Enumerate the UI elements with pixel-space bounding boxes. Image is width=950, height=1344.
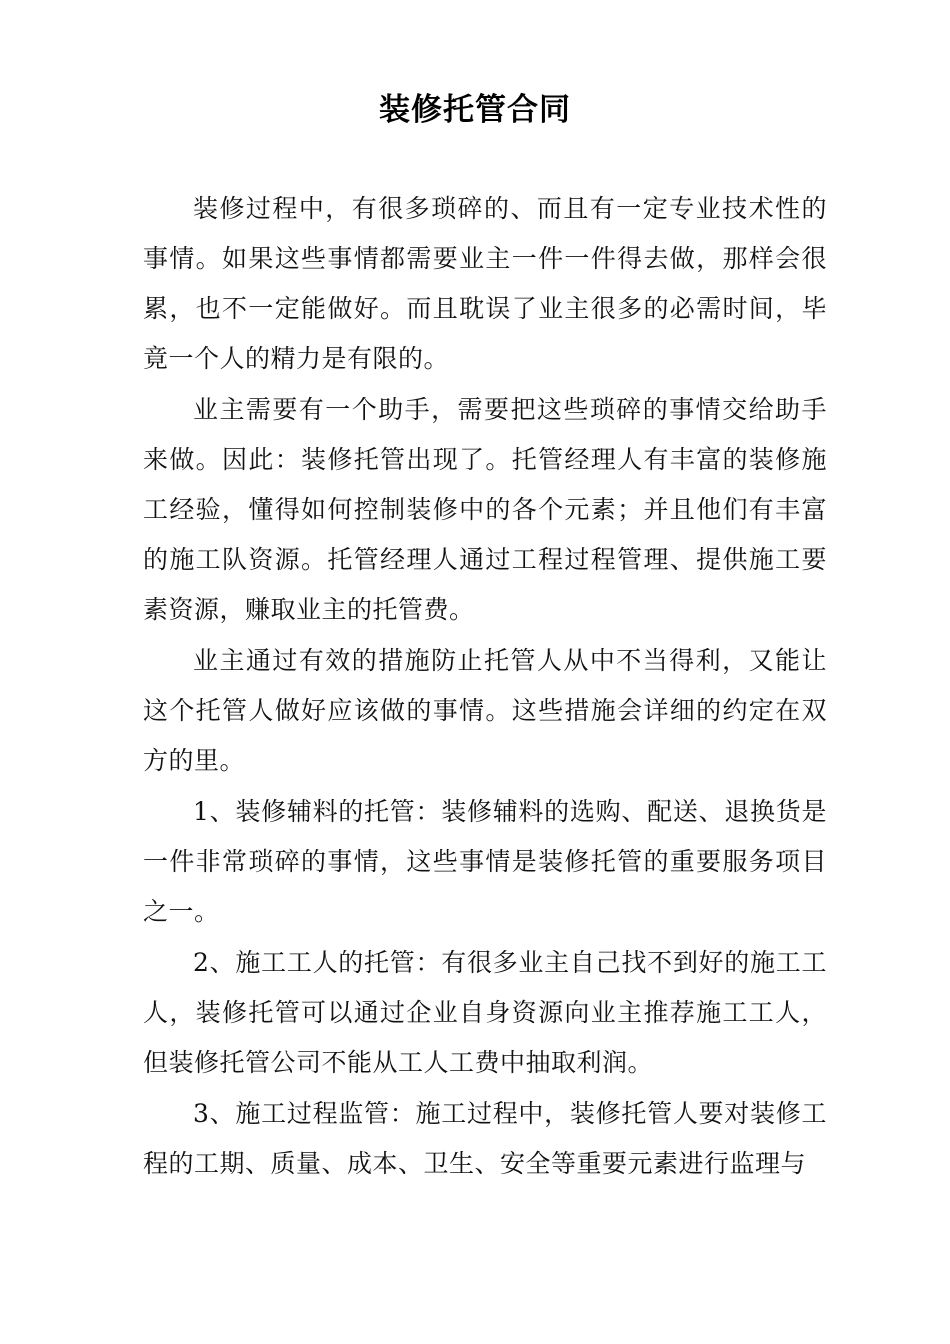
paragraph-assistant: 业主需要有一个助手，需要把这些琐碎的事情交给助手来做。因此：装修托管出现了。托管经理人有丰富的装修施工经验，懂得如何控制装修中的各个元素；并且他们有丰富的施工队资源。托管经理人通过工程过程管理、提供施工要素资源，赚取业主的托管费。 — [143, 395, 827, 624]
paragraph-item-1: 1、装修辅料的托管：装修辅料的选购、配送、退换货是一件非常琐碎的事情，这些事情是装修托管的重要服务项目之一。 — [143, 797, 827, 926]
document-body — [143, 184, 827, 1189]
document-title: 装修托管合同 — [379, 92, 571, 128]
paragraph-measures: 业主通过有效的措施防止托管人从中不当得利，又能让这个托管人做好应该做的事情。这些措施会详细的约定在双方的里。 — [143, 646, 827, 775]
paragraph-item-3: 3、施工过程监管：施工过程中，装修托管人要对装修工程的工期、质量、成本、卫生、安全等重要元素进行监理与 — [143, 1099, 827, 1178]
paragraph-item-2: 2、施工工人的托管：有很多业主自己找不到好的施工工人，装修托管可以通过企业自身资源向业主推荐施工工人，但装修托管公司不能从工人工费中抽取利润。 — [143, 948, 827, 1077]
paragraph-intro: 装修过程中，有很多琐碎的、而且有一定专业技术性的事情。如果这些事情都需要业主一件一件得去做，那样会很累，也不一定能做好。而且耽误了业主很多的必需时间，毕竟一个人的精力是有限的。 — [143, 194, 827, 373]
